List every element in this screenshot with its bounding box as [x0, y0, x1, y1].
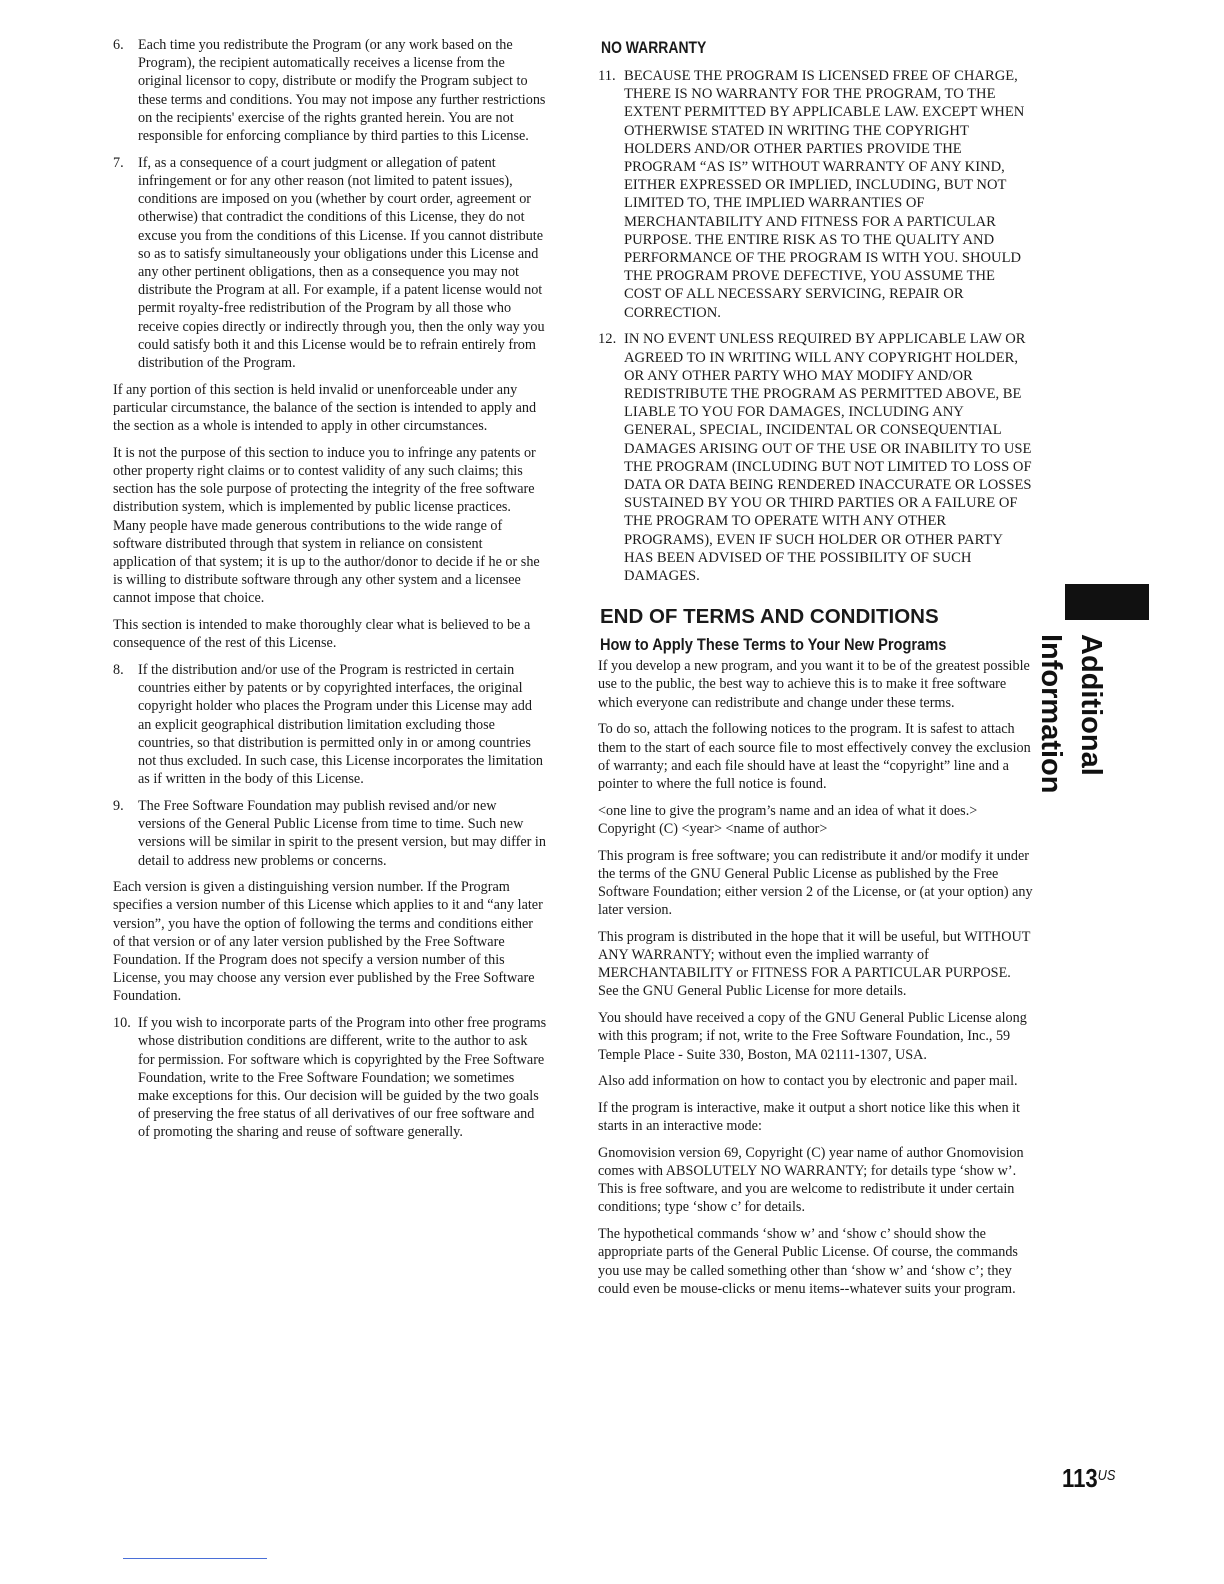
item-text: The Free Software Foundation may publish revised and/or new versions of the General Public License from time to time. Such new versions will be similar in spirit to the present version, but may differ in detail to address new problems or concerns. [138, 797, 546, 869]
paragraph-version: Each version is given a distinguishing version number. If the Program specifies a version number of this License which applies to it and “any later version”, you have the option of following the terms and conditions either of that version or of any later version published by the Free Software Foundation. If the Program does not specify a version number of this License, you may choose any version ever published by the Free Software Foundation. [113, 879, 543, 1005]
no-warranty-heading: NO WARRANTY [601, 38, 707, 57]
section-tab-label: Additional Information [1035, 634, 1107, 794]
list-item-8 [113, 661, 547, 788]
list-item-10 [113, 1014, 547, 1141]
item-text: Each time you redistribute the Program (or any work based on the Program), the recipient automatically receives a license from the original licensor to copy, distribute or modify the Program subject to these terms and conditions. You may not impose any further restrictions on the recipients' exercise of the rights granted herein. You are not responsible for enforcing compliance by third parties to this License. [138, 37, 546, 145]
section-tab-marker [1065, 584, 1149, 620]
paragraph-attach: To do so, attach the following notices to the program. It is safest to attach them to the start of each source file to most effectively convey the exclusion of warranty; and each file should have at least the “copyright” line and a pointer to where the full notice is found. [598, 721, 1031, 792]
list-item-7 [113, 154, 547, 372]
item-number: 10. [113, 1015, 131, 1032]
item-text: If, as a consequence of a court judgment or allegation of patent infringement or for any other reason (not limited to patent issues), conditions are imposed on you (whether by court order, agreement or otherwise) that contradict the conditions of this License, they do not excuse you from the conditions of this License. If you cannot distribute so as to satisfy simultaneously your obligations under this License and any other pertinent obligations, then as a consequence you may not distribute the Program at all. For example, if a patent license would not permit royalty-free redistribution of the Program by all those who receive copies directly or indirectly through you, then the only way you could satisfy both it and this License would be to refrain entirely from distribution of the Program. [138, 154, 545, 371]
list-item-9 [113, 797, 547, 870]
item-text: BECAUSE THE PROGRAM IS LICENSED FREE OF CHARGE, THERE IS NO WARRANTY FOR THE PROGRAM, TO THE EXTENT PERMITTED BY APPLICABLE LAW. EXCEPT WHEN OTHERWISE STATED IN WRITING THE COPYRIGHT HOLDERS AND/OR OTHER PARTIES PROVIDE THE PROGRAM “AS IS” WITHOUT WARRANTY OF ANY KIND, EITHER EXPRESSED OR IMPLIED, INCLUDING, BUT NOT LIMITED TO, THE IMPLIED WARRANTIES OF MERCHANTABILITY AND FITNESS FOR A PARTICULAR PURPOSE. THE ENTIRE RISK AS TO THE QUALITY AND PERFORMANCE OF THE PROGRAM IS WITH YOU. SHOULD THE PROGRAM PROVE DEFECTIVE, YOU ASSUME THE COST OF ALL NECESSARY SERVICING, REPAIR OR CORRECTION. [624, 68, 1025, 321]
item-number: 9. [113, 797, 124, 814]
footer-rule [123, 1558, 267, 1559]
notice-template [598, 802, 1034, 838]
paragraph-hypothetical: The hypothetical commands ‘show w’ and ‘show c’ should show the appropriate parts of the General Public License. Of course, the commands you use may be called something other than ‘show w’ and ‘show c’; they could even be mouse-clicks or menu items--whatever suits your program. [598, 1226, 1018, 1297]
item-number: 7. [113, 154, 124, 171]
left-column [113, 36, 547, 1150]
item-text: If you wish to incorporate parts of the Program into other free programs whose distribution conditions are different, write to the author to ask for permission. For software which is copyrighted by the Free Software Foundation, write to the Free Software Foundation; we sometimes make exceptions for this. Our decision will be guided by the two goals of preserving the free status of all derivatives of our free software and of promoting the sharing and reuse of software generally. [138, 1015, 547, 1141]
page-number-suffix: US [1097, 1467, 1116, 1484]
item-number: 11. [598, 68, 616, 84]
end-of-terms-heading: END OF TERMS AND CONDITIONS [600, 605, 939, 629]
item-text: IN NO EVENT UNLESS REQUIRED BY APPLICABLE LAW OR AGREED TO IN WRITING WILL ANY COPYRIGHT HOLDER, OR ANY OTHER PARTY WHO MAY MODIFY AND/OR REDISTRIBUTE THE PROGRAM AS PERMITTED ABOVE, BE LIABLE TO YOU FOR DAMAGES, INCLUDING ANY GENERAL, SPECIAL, INCIDENTAL OR CONSEQUENTIAL DAMAGES ARISING OUT OF THE USE OR INABILITY TO USE THE PROGRAM (INCLUDING BUT NOT LIMITED TO LOSS OF DATA OR DATA BEING RENDERED INACCURATE OR LOSSES SUSTAINED BY YOU OR THIRD PARTIES OR A FAILURE OF THE PROGRAM TO OPERATE WITH ANY OTHER PROGRAMS), EVEN IF SUCH HOLDER OR OTHER PARTY HAS BEEN ADVISED OF THE POSSIBILITY OF SUCH DAMAGES. [624, 331, 1032, 584]
item-text: If the distribution and/or use of the Program is restricted in certain countries either by patents or by copyrighted interfaces, the original copyright holder who places the Program under this License may add an explicit geographical distribution limitation excluding those countries, so that distribution is permitted only in or among countries not thus excluded. In such case, this License incorporates the limitation as if written in the body of this License. [138, 662, 544, 788]
warranty-clauses [598, 67, 1034, 585]
paragraph-invalid-portion: If any portion of this section is held invalid or unenforceable under any particular circumstance, the balance of the section is intended to apply and the section as a whole is intended to apply in other circumstances. [113, 381, 537, 435]
paragraph-purpose: It is not the purpose of this section to induce you to infringe any patents or other property right claims or to contest validity of any such claims; this section has the sole purpose of protecting the integrity of the free software distribution system, which is implemented by public license practices. Many people have made generous contributions to the wide range of software distributed through that system in reliance on consistent application of that system; it is up to the author/donor to decide if he or she is willing to distribute software through any other system and a licensee cannot impose that choice. [113, 444, 540, 607]
page-number [1062, 1463, 1115, 1493]
paragraph-free-software: This program is free software; you can redistribute it and/or modify it under the terms of the GNU General Public License as published by the Free Software Foundation; either version 2 of the License, or (at your option) any later version. [598, 847, 1033, 919]
paragraph-gnomovision: Gnomovision version 69, Copyright (C) year name of author Gnomovision comes with ABSOLUTELY NO WARRANTY; for details type ‘show w’. This is free software, and you are welcome to redistribute it under certain conditions; type ‘show c’ for details. [598, 1144, 1024, 1216]
item-number: 6. [113, 37, 124, 53]
paragraph-hope: This program is distributed in the hope that it will be useful, but WITHOUT ANY WARRANTY; without even the implied warranty of MERCHANTABILITY or FITNESS FOR A PARTICULAR PURPOSE. See the GNU General Public License for more details. [598, 928, 1031, 1000]
template-line-2: Copyright (C) <year> <name of author> [598, 820, 828, 837]
how-to-apply-heading: How to Apply These Terms to Your New Programs [600, 635, 947, 655]
list-item-6 [113, 36, 547, 145]
page-number-value: 113 [1062, 1463, 1098, 1493]
list-item-12 [598, 330, 1034, 585]
paragraph-clear: This section is intended to make thoroughly clear what is believed to be a consequence of the rest of this License. [113, 617, 531, 652]
paragraph-develop: If you develop a new program, and you want it to be of the greatest possible use to the public, the best way to achieve this is to make it free software which everyone can redistribute and change under these terms. [598, 658, 1030, 711]
paragraph-received: You should have received a copy of the GNU General Public License along with this program; if not, write to the Free Software Foundation, Inc., 59 Temple Place - Suite 330, Boston, MA 02111-1307, USA. [598, 1010, 1027, 1063]
item-number: 12. [598, 331, 617, 348]
paragraph-interactive: If the program is interactive, make it output a short notice like this when it starts in an interactive mode: [598, 1099, 1020, 1135]
item-number: 8. [113, 662, 124, 678]
template-line-1: <one line to give the program’s name and an idea of what it does.> [598, 802, 978, 819]
right-column [598, 36, 1034, 1306]
list-item-11 [598, 67, 1034, 322]
paragraph-contact: Also add information on how to contact you by electronic and paper mail. [598, 1073, 1018, 1090]
